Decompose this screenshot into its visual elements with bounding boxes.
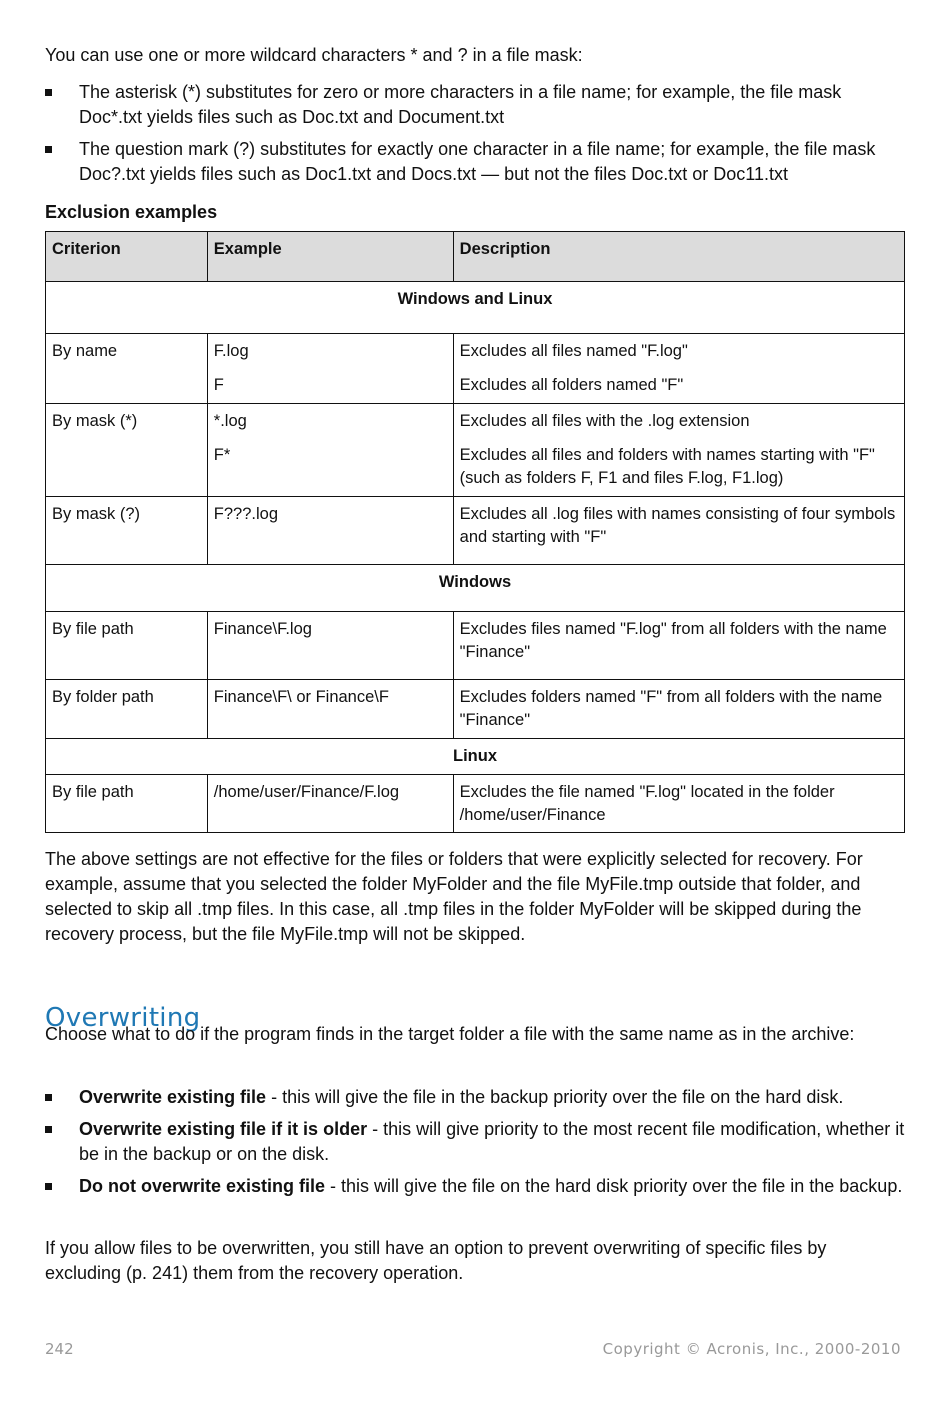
description-cell: Excludes the file named "F.log" located in the folder /home/user/Finance [453, 775, 904, 833]
wildcard-asterisk-text: The asterisk (*) substitutes for zero or more characters in a file name; for example, the file mask Doc*.txt yields files such as Doc.txt and Document.txt [79, 82, 842, 127]
description-cell [453, 334, 904, 404]
list-item [45, 1117, 905, 1167]
example-value: *.log [213, 412, 247, 430]
option-description: - this will give the file on the hard disk priority over the file in the backup. [325, 1176, 903, 1196]
example-cell: F???.log [207, 497, 453, 565]
criterion-cell: By file path [46, 612, 208, 680]
header-example: Example [207, 232, 453, 282]
description-value: Excludes all files named "F.log" [459, 342, 688, 360]
example-value: F [213, 376, 224, 394]
header-criterion: Criterion [46, 232, 208, 282]
example-value: F.log [213, 342, 249, 360]
list-item [45, 137, 905, 187]
table-section-row [46, 739, 905, 775]
wildcard-question-text: The question mark (?) substitutes for exactly one character in a file name; for example, the file mask Doc?.txt yields files such as Doc1.txt and Docs.txt — but not the files Doc.txt or Doc11.txt [79, 139, 876, 184]
example-cell: /home/user/Finance/F.log [207, 775, 453, 833]
bullet-square-icon [45, 1094, 52, 1101]
table-section-row [46, 565, 905, 612]
example-cell [207, 404, 453, 497]
wildcard-list [45, 80, 905, 194]
description-value: Excludes all files and folders with names starting with "F" (such as folders F, F1 and files F.log, F1.log) [459, 446, 875, 487]
description-cell [453, 404, 904, 497]
description-value: Excludes all files with the .log extension [459, 412, 750, 430]
example-value: F* [213, 446, 231, 464]
criterion-cell: By folder path [46, 680, 208, 739]
copyright-notice: Copyright © Acronis, Inc., 2000-2010 [602, 1340, 901, 1358]
description-cell: Excludes folders named "F" from all folders with the name "Finance" [453, 680, 904, 739]
table-row [46, 680, 905, 739]
description-cell: Excludes files named "F.log" from all folders with the name "Finance" [453, 612, 904, 680]
bullet-square-icon [45, 1126, 52, 1133]
list-item [45, 1174, 905, 1199]
table-section-row [46, 282, 905, 334]
example-cell: Finance\F.log [207, 612, 453, 680]
table-row [46, 404, 905, 497]
section-linux: Linux [46, 739, 905, 775]
overwriting-intro: Choose what to do if the program finds in the target folder a file with the same name as in the archive: [45, 1024, 855, 1044]
description-cell: Excludes all .log files with names consisting of four symbols and starting with "F" [453, 497, 904, 565]
list-item [45, 80, 905, 130]
overwrite-options-list [45, 1085, 905, 1206]
section-windows: Windows [46, 565, 905, 612]
example-cell [207, 334, 453, 404]
bullet-square-icon [45, 1183, 52, 1190]
criterion-cell: By name [46, 334, 208, 404]
explicit-selection-note: The above settings are not effective for the files or folders that were explicitly selected for recovery. For example, assume that you selected the folder MyFolder and the file MyFile.tmp outside that folder, and selected to skip all .tmp files. In this case, all .tmp files in the folder MyFolder will be skipped during the recovery process, but the file MyFile.tmp will not be skipped. [45, 849, 863, 944]
option-description: - this will give the file in the backup priority over the file on the hard disk. [266, 1087, 844, 1107]
exclusion-examples-heading: Exclusion examples [45, 202, 218, 222]
option-name: Do not overwrite existing file [79, 1176, 326, 1196]
option-name: Overwrite existing file if it is older [79, 1119, 368, 1139]
example-cell: Finance\F\ or Finance\F [207, 680, 453, 739]
overwriting-heading: Overwriting [45, 1002, 201, 1033]
table-row [46, 775, 905, 833]
criterion-cell: By mask (?) [46, 497, 208, 565]
bullet-square-icon [45, 146, 52, 153]
criterion-cell: By mask (*) [46, 404, 208, 497]
list-item [45, 1085, 905, 1110]
option-description: - this will give priority to the most recent file modification, whether it be in the backup or on the disk. [79, 1119, 905, 1164]
overwriting-closing-note: If you allow files to be overwritten, you still have an option to prevent overwriting of specific files by excluding (p. 241) them from the recovery operation. [45, 1238, 827, 1283]
wildcard-intro: You can use one or more wildcard characters * and ? in a file mask: [45, 45, 583, 65]
section-windows-linux: Windows and Linux [46, 282, 905, 334]
table-row [46, 612, 905, 680]
table-header-row [46, 232, 905, 282]
bullet-square-icon [45, 89, 52, 96]
table-row [46, 497, 905, 565]
description-value: Excludes all folders named "F" [459, 376, 684, 394]
exclusion-examples-table [45, 231, 905, 833]
table-row [46, 334, 905, 404]
option-name: Overwrite existing file [79, 1087, 267, 1107]
header-description: Description [453, 232, 904, 282]
page-number: 242 [45, 1340, 74, 1358]
criterion-cell: By file path [46, 775, 208, 833]
